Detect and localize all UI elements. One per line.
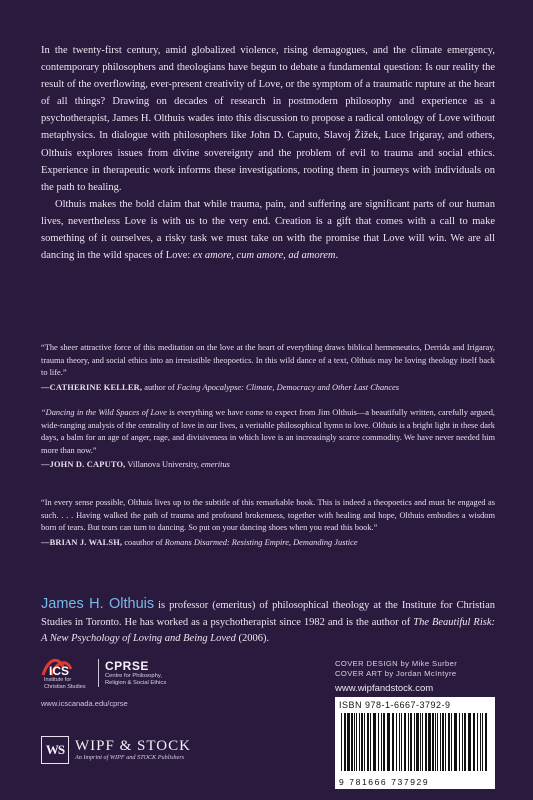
- barcode-bar: [344, 713, 346, 771]
- blurb-caputo: “Dancing in the Wild Spaces of Love is everything we have come to expect from Jim Olthuis—a beautifully written, carefully argued, wide-ranging analysis of the centrality of love in our lives, a veritable philosophical hymn to love. Olthuis is a bright light in these dark days, a balm for an age of anger, rage, and divisiveness in which love is an increasingly scarce commodity. We have never needed him more than now.” —JOHN D. CAPUTO, Villanova University, emeritus: [41, 408, 495, 470]
- barcode-bar: [440, 713, 441, 771]
- publisher-name: WIPF & STOCK: [75, 738, 191, 754]
- barcode-bar: [448, 713, 450, 771]
- barcode-bar: [432, 713, 434, 771]
- barcode-bar: [356, 713, 357, 771]
- wipf-stock-mark-icon: WS: [41, 736, 69, 764]
- barcode-bar: [378, 713, 379, 771]
- barcode-bar: [454, 713, 457, 771]
- blurb-keller: “The sheer attractive force of this meditation on the love at the heart of everything draws biblical hermeneutics, Derrida and Irigaray, trauma theory, and social ethics into an irresistible theopoetics. In this wild dance of a text, Olthuis may be loving theology itself back to life.” —CATHERINE KELLER, author of Facing Apocalypse: Climate, Democracy and Other Last Chances: [41, 343, 495, 392]
- publisher-logo: [41, 736, 191, 764]
- author-name: James H. Olthuis: [41, 596, 155, 612]
- barcode-bar: [404, 713, 406, 771]
- barcode-bar: [416, 713, 419, 771]
- ics-cprse-logo: [41, 655, 177, 691]
- barcode-bar: [359, 713, 360, 771]
- barcode-bar: [477, 713, 478, 771]
- barcode-bar: [381, 713, 382, 771]
- ics-logo: [41, 655, 88, 691]
- barcode-bar: [482, 713, 483, 771]
- isbn-text: ISBN 978-1-6667-3792-9: [339, 700, 451, 710]
- ics-logo-sub: Institute for Christian Studies: [44, 677, 86, 690]
- barcode-bar: [428, 713, 431, 771]
- barcode-bar: [459, 713, 460, 771]
- barcode-bar: [445, 713, 446, 771]
- description-paragraph-2: Olthuis makes the bold claim that while trauma, pain, and suffering are significant parts of our human lives, nevertheless Love is with us to the very end. Creation is a gift that comes with a call to make something of it ourselves, a risky task we must take on with the promise that Love will win. We are all dancing in the wild spaces of Love: ex amore, cum amore, ad amorem.: [41, 198, 495, 262]
- barcode-bar: [341, 713, 342, 771]
- barcode-bar: [370, 713, 371, 771]
- barcode-bar: [361, 713, 363, 771]
- cover-credits: [335, 659, 495, 679]
- isbn-barcode: [335, 697, 495, 789]
- publisher-website: www.wipfandstock.com: [335, 683, 434, 694]
- barcode-bar: [408, 713, 409, 771]
- barcode-bar: [473, 713, 475, 771]
- cprse-subtitle: Centre for Philosophy, Religion & Social Ethics: [105, 673, 167, 686]
- barcode-bar: [464, 713, 466, 771]
- barcode-bars: [339, 713, 491, 771]
- barcode-bar: [367, 713, 369, 771]
- barcode-bar: [468, 713, 471, 771]
- cprse-block: [98, 659, 177, 687]
- barcode-bar: [387, 713, 390, 771]
- barcode-bar: [442, 713, 444, 771]
- cover-design-credit: COVER DESIGN by Mike Surber: [335, 659, 458, 668]
- barcode-bar: [383, 713, 385, 771]
- barcode-bar: [420, 713, 421, 771]
- author-bio: James H. Olthuis is professor (emeritus) of philosophical theology at the Institute for Christian Studies in Toronto. He has worked as a psychotherapist since 1982 and is the author of The Beautiful Risk: A New Psychology of Loving and Being Loved (2006).: [41, 596, 495, 644]
- barcode-bar: [396, 713, 397, 771]
- svg-text:ICS: ICS: [49, 664, 70, 677]
- cprse-title: CPRSE: [105, 659, 149, 673]
- barcode-bar: [364, 713, 365, 771]
- barcode-bar: [437, 713, 438, 771]
- publisher-tagline: An Imprint of WIPF and STOCK Publishers: [75, 754, 185, 761]
- barcode-bar: [399, 713, 400, 771]
- barcode-bar: [435, 713, 436, 771]
- barcode-bar: [451, 713, 452, 771]
- barcode-bar: [414, 713, 415, 771]
- ics-icon: [41, 655, 85, 677]
- barcode-bar: [354, 713, 355, 771]
- barcode-bar: [425, 713, 427, 771]
- barcode-digits: 9 781666 737929: [339, 777, 430, 787]
- description-paragraph-1: In the twenty-first century, amid globalized violence, rising demagogues, and the climate emergency, contemporary philosophers and theologians have begun to debate a fundamental question: Is our reality the result of the overflowing, ever-present creativity of Love, or the symptom of a traumatic rupture at the heart of all things? Drawing on decades of research in postmodern philosophy and experience as a psychotherapist, James H. Olthuis wades into this discussion to propose a radical ontology of Love without metaphysics. In dialogue with philosophers like John D. Caputo, Slavoj Žižek, Luce Irigaray, and others, Olthuis explores issues from divine sovereignty and the problem of evil to trauma and social ethics. Experience in therapeutic work informs these investigations, rooting them in journeys with individuals on the path to healing.: [41, 45, 495, 193]
- barcode-bar: [485, 713, 487, 771]
- barcode-bar: [347, 713, 350, 771]
- barcode-bar: [351, 713, 353, 771]
- cover-art-credit: COVER ART by Jordan McIntyre: [335, 669, 457, 678]
- barcode-bar: [410, 713, 412, 771]
- barcode-bar: [373, 713, 376, 771]
- barcode-bar: [392, 713, 394, 771]
- barcode-bar: [480, 713, 481, 771]
- book-description: [41, 42, 495, 264]
- barcode-bar: [422, 713, 423, 771]
- barcode-bar: [462, 713, 463, 771]
- blurb-walsh: “In every sense possible, Olthuis lives up to the subtitle of this remarkable book. This is indeed a theopoetics and must be engaged as such. . . . Having walked the path of trauma and profound brokenness, together with healing and hope, Olthuis embodies a wisdom born of tears. But tears can turn to dancing. So put on your dancing shoes when you read this book.” —BRIAN J. WALSH, coauthor of Romans Disarmed: Resisting Empire, Demanding Justice: [41, 498, 495, 547]
- ics-url: www.icscanada.edu/cprse: [41, 699, 128, 708]
- barcode-bar: [401, 713, 402, 771]
